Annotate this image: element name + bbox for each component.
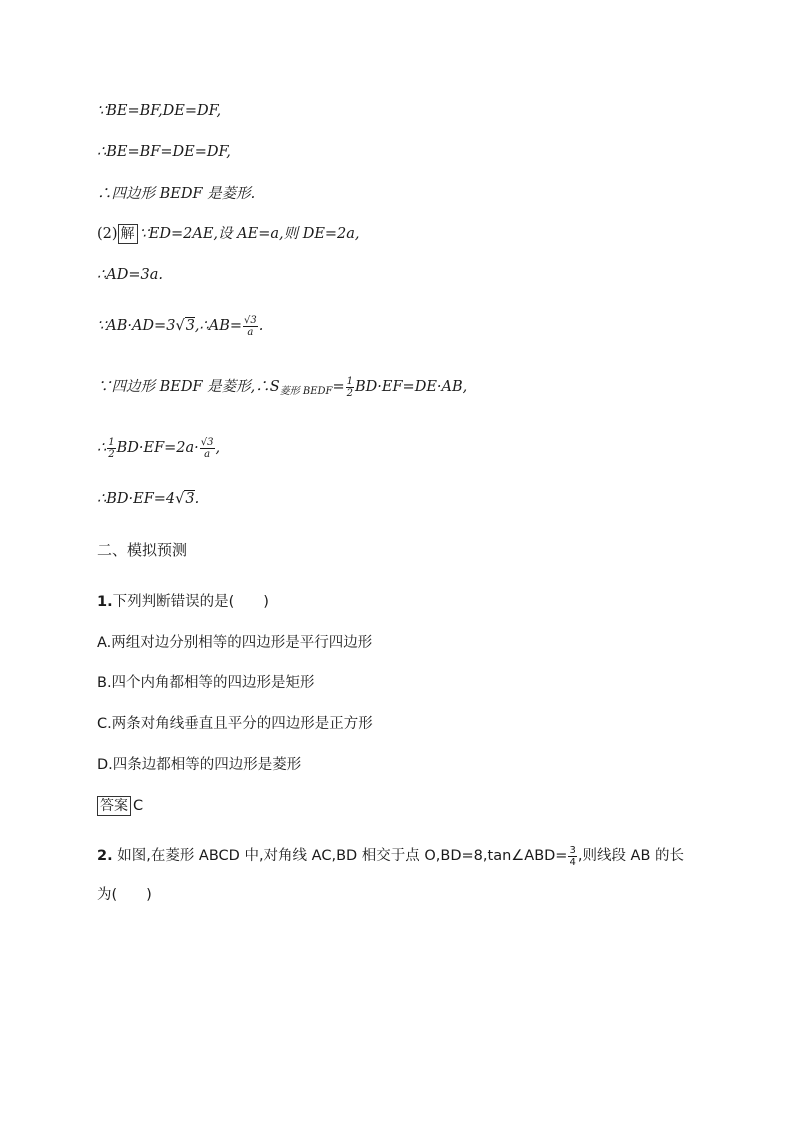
l8-frac2-den: a <box>204 448 211 460</box>
question-1-option-c: C.两条对角线垂直且平分的四边形是正方形 <box>97 716 373 732</box>
l7-sub: 菱形 BEDF <box>279 386 333 397</box>
q2-fraction <box>568 845 576 868</box>
l8-a: ∴ <box>97 440 107 456</box>
l7-frac-num: 1 <box>346 375 354 387</box>
question-1-option-b: B.四个内角都相等的四边形是矩形 <box>97 675 315 691</box>
l9-sqrt: 3 <box>185 491 195 507</box>
l8-frac1-num: 1 <box>108 436 115 448</box>
question-2-stem <box>97 842 684 870</box>
question-1-text: 下列判断错误的是( ) <box>112 594 269 610</box>
l7-c: BD·EF=DE·AB, <box>355 379 468 395</box>
l8-fraction-1 <box>107 437 115 460</box>
solution-line-7 <box>97 373 467 406</box>
l8-b: BD·EF=2a· <box>116 440 199 456</box>
solution-line-2: ∴BE=BF=DE=DF, <box>97 144 231 160</box>
solution-line-6: ∵AB·AD=3√3,∴AB= $\frac{√3}{a}$ . <box>97 314 264 338</box>
solution-line-8 <box>97 434 220 462</box>
answer-value: C <box>133 798 144 814</box>
solution-tag: 解 <box>118 224 138 244</box>
l8-fraction-2 <box>200 437 215 460</box>
solution-line-5: ∴AD=3a. <box>97 267 163 283</box>
l7-frac-den: 2 <box>346 387 354 399</box>
l8-frac1-den: 2 <box>108 448 115 460</box>
l6-a: ∵AB·AD=3 <box>97 318 176 334</box>
solution-line-9: ∴BD·EF=4√3. <box>97 491 200 507</box>
question-2-stem-line-2: 为( ) <box>97 887 152 903</box>
q2-frac-den: 4 <box>569 856 576 868</box>
l7-b: = <box>332 379 345 395</box>
l6-b: ,∴AB= <box>194 318 243 334</box>
part-label: (2) <box>97 226 118 242</box>
solution-line-4 <box>97 224 360 244</box>
question-2-number: 2. <box>97 848 113 864</box>
l8-frac2-num: √3 <box>200 436 214 448</box>
solution-line-1: ∵BE=BF,DE=DF, <box>97 103 222 119</box>
l6-end: . <box>258 318 264 334</box>
q2-frac-num: 3 <box>569 844 576 856</box>
l9-end: . <box>194 491 200 507</box>
l6-frac-num: √3 <box>244 314 257 326</box>
l6-fraction <box>243 315 258 338</box>
question-2-text-a: 如图,在菱形 ABCD 中,对角线 AC,BD 相交于点 O,BD=8,tan∠ABD= <box>112 848 568 864</box>
l6-frac-den: a <box>247 326 254 338</box>
question-2-text-b: ,则线段 AB 的长 <box>577 848 685 864</box>
l7-fraction <box>346 376 354 399</box>
question-1-option-a: A.两组对边分别相等的四边形是平行四边形 <box>97 635 373 651</box>
solution-line-4-text: ∵ED=2AE,设 AE=a,则 DE=2a, <box>139 226 360 242</box>
answer-tag: 答案 <box>97 796 131 816</box>
solution-line-3: ∴四边形 BEDF 是菱形. <box>97 186 256 202</box>
question-1-stem <box>97 592 269 612</box>
question-1-answer <box>97 796 143 816</box>
question-1-option-d: D.四条边都相等的四边形是菱形 <box>97 757 302 773</box>
question-1-number: 1. <box>97 594 113 610</box>
l8-end: , <box>215 440 221 456</box>
section-title: 二、模拟预测 <box>97 541 188 559</box>
l7-a: ∵四边形 BEDF 是菱形,∴S <box>97 379 280 395</box>
l9-a: ∴BD·EF=4 <box>97 491 176 507</box>
l6-sqrt: 3 <box>185 318 195 334</box>
